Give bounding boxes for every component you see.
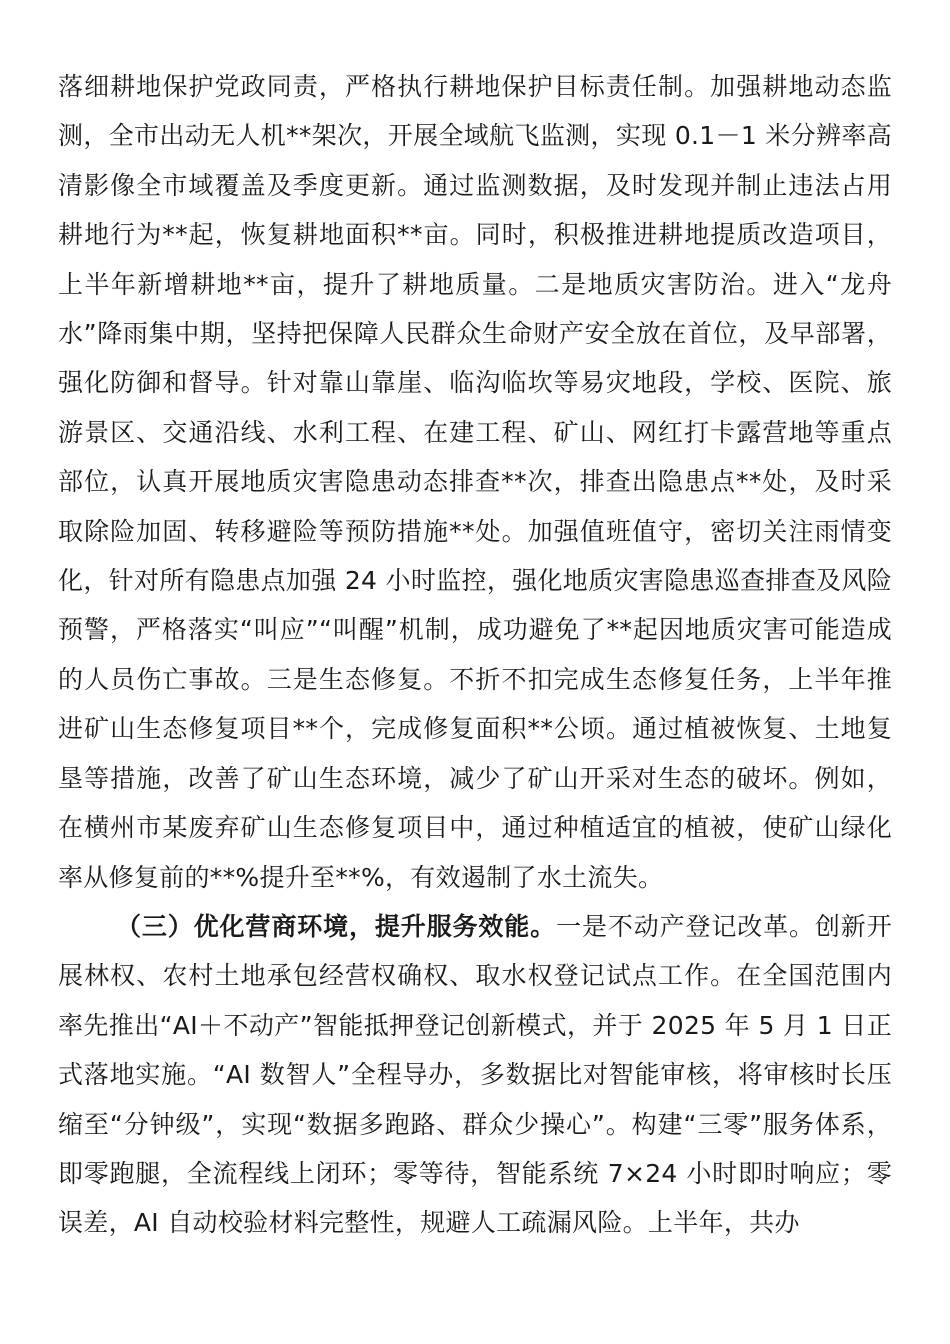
section-body-text: 一是不动产登记改革。创新开展林权、农村土地承包经营权确权、取水权登记试点工作。在全国范围内率先推出“AI＋不动产”智能抵押登记创新模式，并于 2025 年 5 月 1 日正式落地实施。“AI 数智人”全程导办，多数据比对智能审核，将审核时长压缩至“分钟级”，实现“数据多跑路、群众少操心”。构建“三零”服务体系，即零跑腿，全流程线上闭环；零等待，智能系统 7×24 小时即时响应；零误差，AI 自动校验材料完整性，规避人工疏漏风险。上半年，共办 (58, 911, 892, 1238)
section-paragraph (58, 902, 892, 1248)
body-paragraph: 落细耕地保护党政同责，严格执行耕地保护目标责任制。加强耕地动态监测，全市出动无人机**架次，开展全域航飞监测，实现 0.1－1 米分辨率高清影像全市域覆盖及季度更新。通过监测数据，及时发现并制止违法占用耕地行为**起，恢复耕地面积**亩。同时，积极推进耕地提质改造项目，上半年新增耕地**亩，提升了耕地质量。二是地质灾害防治。进入“龙舟水”降雨集中期，坚持把保障人民群众生命财产安全放在首位，及早部署，强化防御和督导。针对靠山靠崖、临沟临坎等易灾地段，学校、医院、旅游景区、交通沿线、水利工程、在建工程、矿山、网红打卡露营地等重点部位，认真开展地质灾害隐患动态排查**次，排查出隐患点**处，及时采取除险加固、转移避险等预防措施**处。加强值班值守，密切关注雨情变化，针对所有隐患点加强 24 小时监控，强化地质灾害隐患巡查排查及风险预警，严格落实“叫应”“叫醒”机制，成功避免了**起因地质灾害可能造成的人员伤亡事故。三是生态修复。不折不扣完成生态修复任务，上半年推进矿山生态修复项目**个，完成修复面积**公顷。通过植被恢复、土地复垦等措施，改善了矿山生态环境，减少了矿山开采对生态的破坏。例如，在横州市某废弃矿山生态修复项目中，通过种植适宜的植被，使矿山绿化率从修复前的**%提升至**%，有效遏制了水土流失。 (58, 72, 892, 892)
section-heading: （三）优化营商环境，提升服务效能。 (116, 911, 557, 941)
document-body (58, 62, 892, 1248)
